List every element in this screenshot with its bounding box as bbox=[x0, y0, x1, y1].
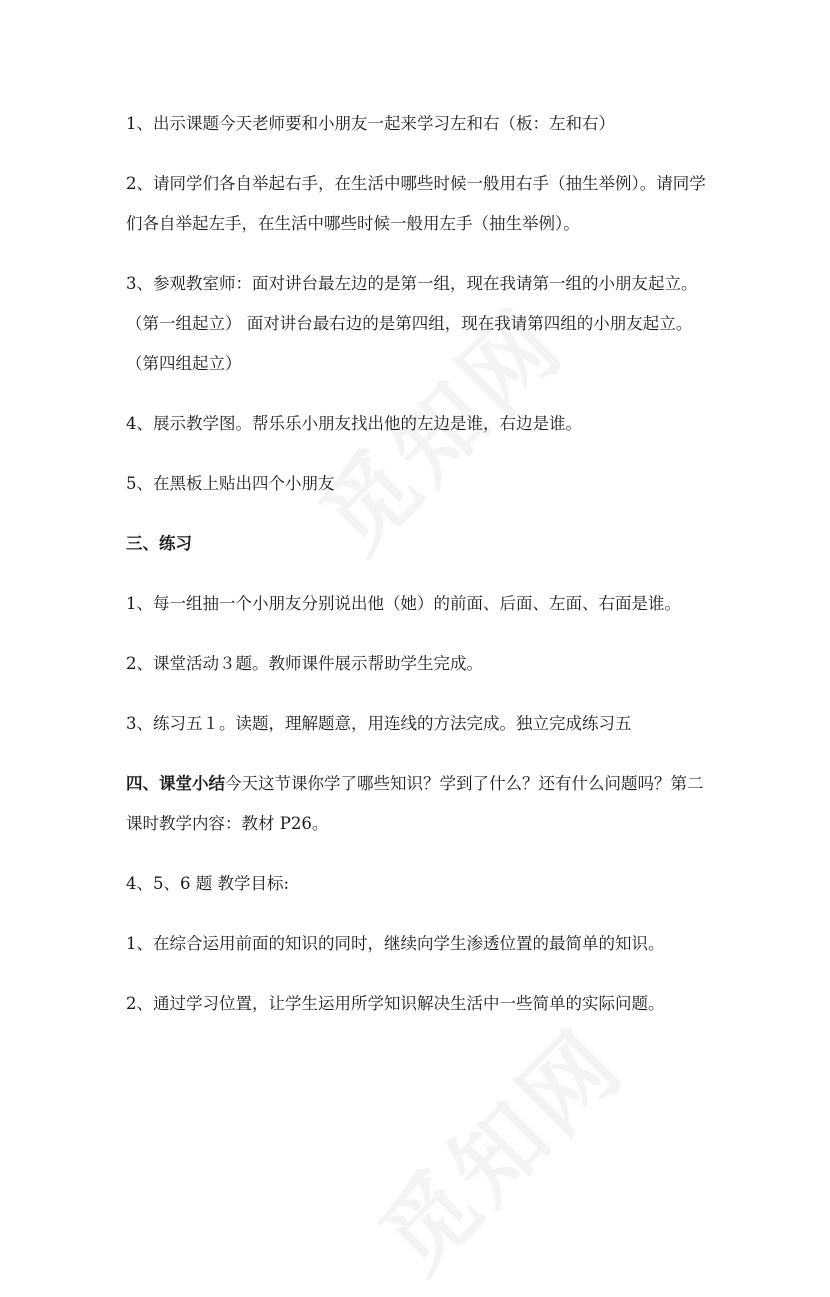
list-item: 1、在综合运用前面的知识的同时，继续向学生渗透位置的最简单的知识。 bbox=[126, 934, 665, 953]
section-heading: 四、课堂小结 bbox=[126, 774, 225, 793]
paragraph: 3、参观教室师：面对讲台最左边的是第一组，现在我请第一组的小朋友起立。（第一组起立） 面对讲台最右边的是第四组，现在我请第四组的小朋友起立。（第四组起立） bbox=[126, 274, 698, 373]
summary-paragraph bbox=[126, 764, 706, 844]
section-heading: 三、练习 bbox=[126, 534, 192, 553]
document-body bbox=[126, 104, 706, 1044]
list-item: 1、每一组抽一个小朋友分别说出他（她）的前面、后面、左面、右面是谁。 bbox=[126, 594, 681, 613]
summary-text: 今天这节课你学了哪些知识？学到了什么？还有什么问题吗？第二课时教学内容：教材 P26。 bbox=[126, 774, 704, 833]
paragraph: 1、出示课题今天老师要和小朋友一起来学习左和右（板：左和右） bbox=[126, 114, 615, 133]
paragraph: 5、在黑板上贴出四个小朋友 bbox=[126, 474, 335, 493]
list-item: 2、通过学习位置，让学生运用所学知识解决生活中一些简单的实际问题。 bbox=[126, 994, 665, 1013]
paragraph: 2、请同学们各自举起右手，在生活中哪些时候一般用右手（抽生举例）。请同学们各自举起左手，在生活中哪些时候一般用左手（抽生举例）。 bbox=[126, 174, 706, 233]
list-item: 3、练习五１。读题，理解题意，用连线的方法完成。独立完成练习五 bbox=[126, 714, 632, 733]
list-item: 2、课堂活动３题。教师课件展示帮助学生完成。 bbox=[126, 654, 483, 673]
paragraph: 4、展示教学图。帮乐乐小朋友找出他的左边是谁，右边是谁。 bbox=[126, 414, 582, 433]
objectives-line: 4、5、6 题 教学目标: bbox=[126, 874, 290, 893]
